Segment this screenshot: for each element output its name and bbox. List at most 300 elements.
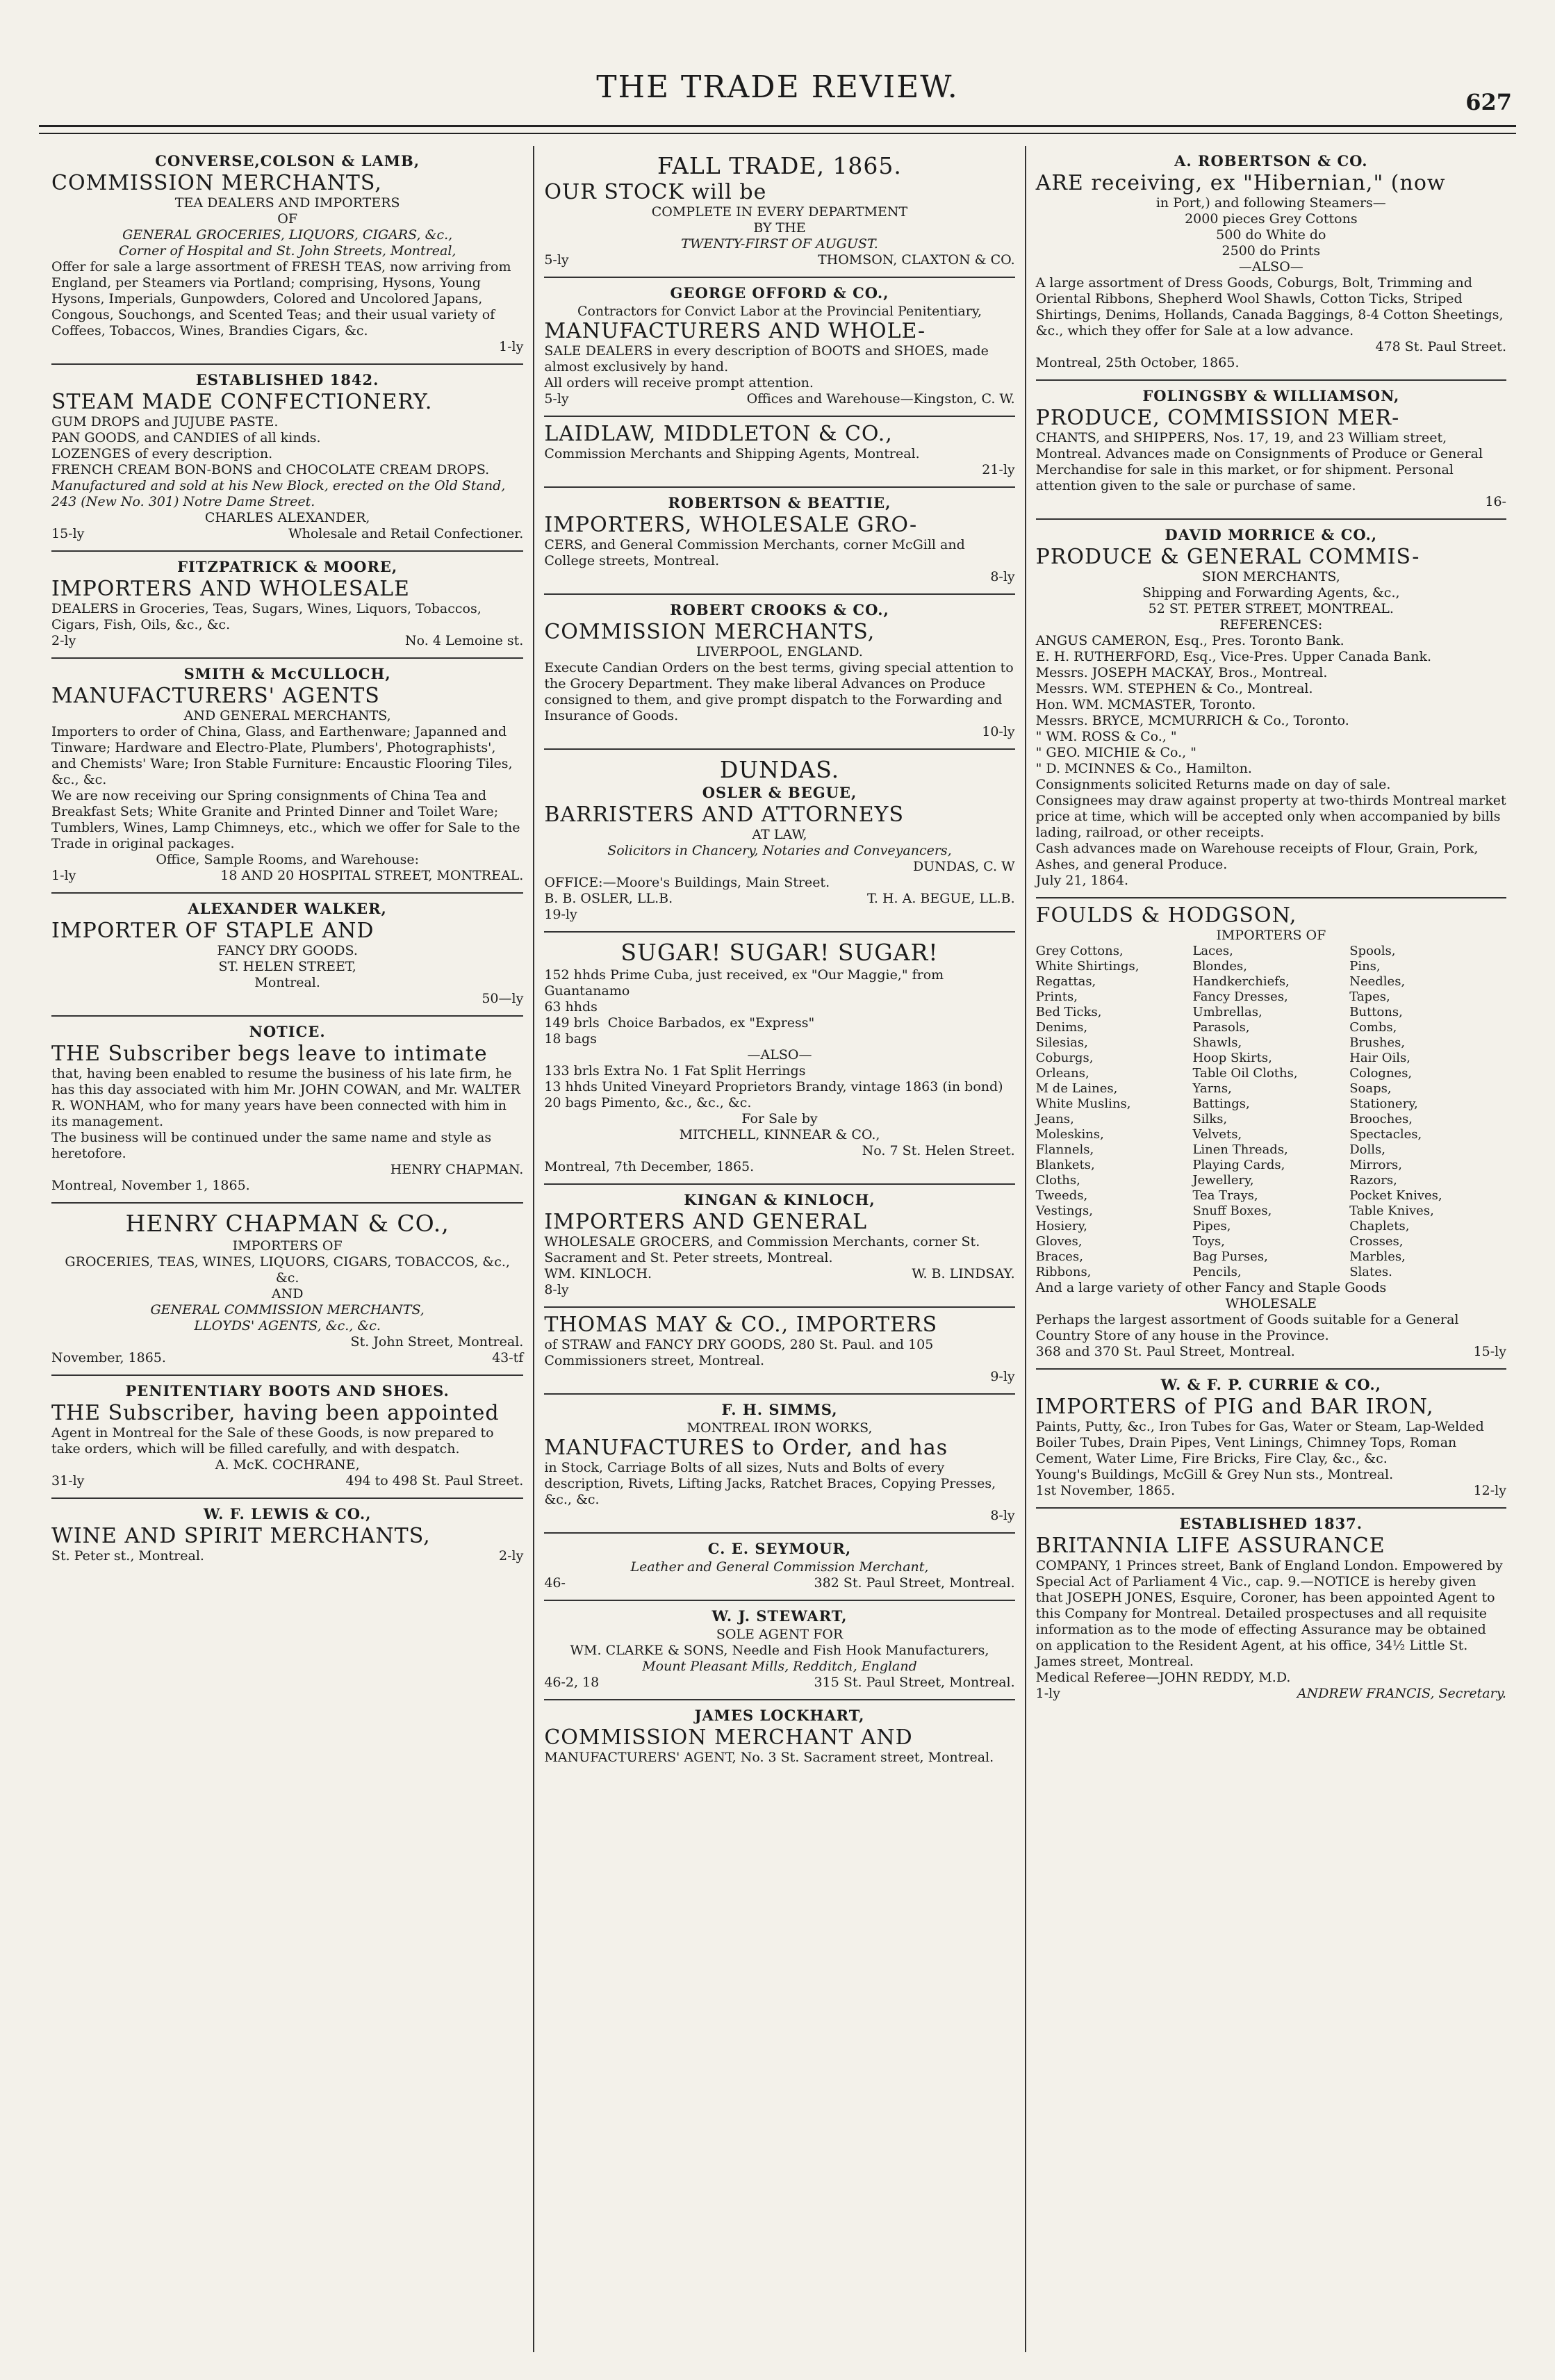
ad-line: 2000 pieces Grey Cottons [1185,211,1358,227]
ad-meta [544,391,1014,407]
list-item: Jeans, [1035,1112,1074,1126]
ad-name: MITCHELL, KINNEAR & CO., [679,1127,880,1142]
ad-street: ST. HELEN STREET, [218,959,356,974]
list-item: Grey Cottons, [1035,944,1124,958]
list-item: Jewellery, [1192,1173,1254,1188]
ad-code: 16- [1485,494,1506,509]
ad-heading: PENITENTIARY BOOTS AND SHOES. [125,1382,450,1400]
ad-code: 2-ly [51,633,76,648]
list-item: Battings, [1192,1097,1250,1111]
list-item: Handkerchiefs, [1192,974,1290,989]
ad-reference: " GEO. MICHIE & Co., " [1035,745,1196,760]
ad-title: IMPORTERS AND WHOLESALE [51,577,410,601]
ad-osler [544,750,1014,933]
ad-line: FRENCH CREAM BON-BONS and CHOCOLATE CREAM DROPS. [51,462,490,477]
ad-walker [51,894,523,1017]
ad-title: PRODUCE, COMMISSION MER- [1035,406,1400,430]
ad-date: November, 1865. [51,1350,166,1365]
list-item: Chaplets, [1349,1219,1410,1233]
ad-qty: 18 bags [544,1031,597,1047]
ad-code: 1-ly [51,868,76,883]
ad-sub: LIVERPOOL, ENGLAND. [696,644,863,659]
ad-code: 12-ly [1473,1483,1506,1498]
ad-heading: OSLER & BEGUE, [702,784,857,801]
ad-body: Cash advances made on Warehouse receipts of Flour, Grain, Pork, Ashes, and general Produce. [1035,841,1479,872]
ad-heading: W. & F. P. CURRIE & CO., [1160,1376,1381,1393]
ad-code: 5-ly [544,252,569,268]
ad-date: Montreal, November 1, 1865. [51,1178,250,1193]
header-rule [39,125,1516,134]
list-item: Pins, [1349,959,1381,974]
ad-meta [51,1350,523,1366]
ad-title: HENRY CHAPMAN & CO., [125,1210,450,1237]
list-item: Pocket Knives, [1349,1188,1442,1203]
ad-laidlaw [544,417,1014,488]
ad-line: Shipping and Forwarding Agents, &c., [1142,585,1400,600]
ad-title: COMMISSION MERCHANTS, [51,171,382,195]
list-item: Slates. [1349,1265,1392,1279]
ad-line: And a large variety of other Fancy and Staple Goods [1035,1280,1387,1295]
ad-heading: CONVERSE,COLSON & LAMB, [155,152,420,170]
ad-line: 52 ST. PETER STREET, MONTREAL. [1148,601,1394,616]
ad-body: Importers to order of China, Glass, and Earthenware; Japanned and Tinware; Hardware and Electro-Plate, Plumbers', Photographists', and Chemists' Ware; Iron Stable Furniture: Encaustic Flooring Tiles, &c., &c. [51,724,513,787]
columns [42,146,1516,2352]
ad-title: THE Subscriber begs leave to intimate [51,1042,488,1066]
ad-line: 13 hhds United Vineyard Proprietors Brandy, vintage 1863 (in bond) [544,1079,1003,1094]
ad-date: Montreal, 25th October, 1865. [1035,355,1240,370]
list-item: Soaps, [1349,1081,1392,1096]
ad-robertson-beattie [544,488,1014,595]
ad-code: 1-ly [499,339,524,354]
ad-morrice [1036,520,1506,898]
ad-of: OF [277,211,298,227]
ad-code: 8-ly [990,569,1015,584]
ad-code: 46- [544,1575,566,1591]
ad-address: 478 St. Paul Street. [1375,339,1506,354]
list-item: Braces, [1035,1249,1083,1264]
ad-seymour [544,1534,1014,1601]
column-2 [533,146,1024,2352]
ad-stewart [544,1601,1014,1700]
ad-body: that, having been enabled to resume the business of his late firm, he has this day associated with him Mr. JOHN COWAN, and Mr. WALTER R. WONHAM, who for many years have been connected with him in its management. [51,1066,520,1129]
list-item: White Shirtings, [1035,959,1139,974]
column-3 [1025,146,1516,2352]
list-item: Table Oil Cloths, [1192,1066,1298,1081]
ad-britannia [1036,1509,1506,1710]
ad-line: GENERAL COMMISSION MERCHANTS, [150,1302,425,1318]
ad-heading: F. H. SIMMS, [721,1401,838,1418]
ad-body: Agent in Montreal for the Sale of these Goods, is now prepared to take orders, which will be filled carefully, and with despatch. [51,1425,494,1456]
list-item: Needles, [1349,974,1406,989]
ad-heading: FITZPATRICK & MOORE, [177,558,398,575]
ad-sub: MONTREAL IRON WORKS, [686,1420,873,1436]
ad-body: SALE DEALERS in every description of BOOTS and SHOES, made almost exclusively by hand. [544,343,989,375]
ad-currie [1036,1370,1506,1509]
list-item: Coburgs, [1035,1051,1094,1065]
ad-line: AND [271,1286,304,1302]
ad-sub: AND GENERAL MERCHANTS, [183,708,391,723]
ad-name: WM. KINLOCH. [544,1266,652,1281]
list-item: Combs, [1349,1020,1397,1035]
list-item: Hair Oils, [1349,1051,1410,1065]
ad-line: 2500 do Prints [1221,243,1321,258]
ad-sub: AT LAW, [752,827,807,842]
ad-heading: ESTABLISHED 1842. [195,371,379,388]
ad-section: DUNDAS. [719,756,840,783]
ad-penitentiary [51,1376,523,1499]
ad-body: All orders will receive prompt attention. [544,375,814,391]
list-item: Yarns, [1192,1081,1232,1096]
ad-reference: Hon. WM. MCMASTER, Toronto. [1035,697,1256,712]
ad-heading: SMITH & McCULLOCH, [183,665,391,682]
list-item: Tweeds, [1035,1188,1088,1203]
ad-meta [544,1575,1014,1591]
list-item: Mirrors, [1349,1158,1403,1172]
ad-sub: IMPORTERS OF [1216,928,1326,943]
ad-title: WINE AND SPIRIT MERCHANTS, [51,1524,431,1548]
list-item: Playing Cards, [1192,1158,1285,1172]
ad-simms [544,1395,1014,1534]
ad-body: Perhaps the largest assortment of Goods suitable for a General Country Store of any house in the Province. [1035,1312,1459,1343]
ad-body: of STRAW and FANCY DRY GOODS, 280 St. Paul. and 105 Commissioners street, Montreal. [544,1337,934,1368]
ad-address: Offices and Warehouse—Kingston, C. W. [746,391,1015,407]
ad-line: COMPLETE IN EVERY DEPARTMENT [651,204,908,220]
ad-kingan [544,1185,1014,1308]
ad-title: OUR STOCK will be [544,180,767,204]
ad-folingsby [1036,381,1506,520]
ad-body: Execute Candian Orders on the best terms, giving special attention to the Grocery Department. They make liberal Advances on Produce consigned to them, and give prompt dispatch to the Forwarding and Insurance of Goods. [544,660,1014,723]
ad-title: FOULDS & HODGSON, [1035,903,1297,928]
ad-line: WM. CLARKE & SONS, Needle and Fish Hook Manufacturers, [570,1643,989,1658]
ad-meta [51,1548,523,1564]
ad-body: The business will be continued under the same name and style as heretofore. [51,1130,492,1161]
ad-title: MANUFACTURERS' AGENTS [51,684,380,708]
list-item: Fancy Dresses, [1192,990,1288,1004]
ad-code: 2-ly [499,1548,524,1564]
ad-reference: E. H. RUTHERFORD, Esq., Vice-Pres. Upper Canada Bank. [1035,649,1432,664]
ad-reference: Messrs. WM. STEPHEN & Co., Montreal. [1035,681,1313,696]
list-item: Brushes, [1349,1035,1406,1050]
list-item: Colognes, [1349,1066,1413,1081]
ad-body: MANUFACTURERS' AGENT, No. 3 St. Sacrament street, Montreal. [544,1750,994,1765]
goods-col-1 [1036,944,1193,1280]
ad-also: —ALSO— [747,1047,812,1062]
ad-office: Office, Sample Rooms, and Warehouse: [156,852,419,867]
ad-line: GROCERIES, TEAS, WINES, LIQUORS, CIGARS, TOBACCOS, &c., &c. [65,1254,510,1286]
ad-body: WHOLESALE GROCERS, and Commission Merchants, corner St. Sacrament and St. Peter streets, Montreal. [544,1234,980,1265]
ad-meta [1036,1483,1506,1499]
ad-line: SOLE AGENT FOR [716,1627,844,1642]
ad-title: BRITANNIA LIFE ASSURANCE [1035,1534,1385,1558]
ad-line: Solicitors in Chancery, Notaries and Conveyancers, [607,843,952,858]
ad-address: St. John Street, Montreal. [350,1334,524,1349]
ad-code: 10-ly [982,724,1015,739]
ad-offord [544,278,1014,417]
ad-meta [544,252,1014,268]
ad-line: BY THE [753,220,806,236]
ad-body: A large assortment of Dress Goods, Coburgs, Bolt, Trimming and Oriental Ribbons, Shepherd Wool Shawls, Cotton Ticks, Striped Shirtings, Denims, Hollands, Canada Baggings, 8-4 Cotton Sheetings, &c., which they offer for Sale at a low advance. [1035,275,1504,338]
list-item: Umbrellas, [1192,1005,1262,1019]
ad-converse [51,146,523,365]
ad-meta [1036,1686,1506,1702]
ad-reference: " D. MCINNES & Co., Hamilton. [1035,761,1252,776]
ad-body: We are now receiving our Spring consignments of China Tea and Breakfast Sets; White Granite and Printed Dinner and Toilet Ware; Tumblers, Wines, Lamp Chimneys, etc., which we offer for Sale to the Trade in original packages. [51,788,520,851]
ad-title: STEAM MADE CONFECTIONERY. [51,390,433,414]
ad-code: 1-ly [1035,1686,1060,1701]
ad-line: LLOYDS' AGENTS, &c., &c. [194,1318,381,1333]
list-item: Snuff Boxes, [1192,1204,1272,1218]
ad-heading: ROBERTSON & BEATTIE, [668,494,891,511]
list-item: Tea Trays, [1192,1188,1258,1203]
ad-heading: DAVID MORRICE & CO., [1165,526,1378,543]
ad-lewis [51,1499,523,1573]
ad-line: Contractors for Convict Labor at the Provincial Penitentiary, [577,304,982,319]
list-item: Spools, [1349,944,1396,958]
ad-title: SUGAR! SUGAR! SUGAR! [620,939,939,966]
ad-heading: ALEXANDER WALKER, [188,900,387,917]
ad-title: COMMISSION MERCHANT AND [544,1725,913,1750]
ad-line: PAN GOODS, and CANDIES of all kinds. [51,430,321,445]
ad-code: 43-tf [492,1350,524,1365]
ad-quantities [544,999,599,1047]
list-item: Laces, [1192,944,1233,958]
ad-heading: C. E. SEYMOUR, [707,1540,852,1557]
ad-title: MANUFACTURES to Order, and has [544,1436,948,1460]
ad-city: Montreal. [254,975,320,990]
ad-meta [1036,1344,1506,1360]
list-item: Denims, [1035,1020,1088,1035]
list-item: Gloves, [1035,1234,1083,1249]
ad-line: WHOLESALE [1225,1296,1317,1311]
ad-line: LOZENGES of every description. [51,446,273,461]
list-item: Regattas, [1035,974,1096,989]
ad-meta [51,633,523,649]
page-title: THE TRADE REVIEW. [596,69,959,105]
ad-code: 46-2, 18 [544,1675,600,1690]
ad-title: THOMAS MAY & CO., IMPORTERS [544,1313,938,1337]
list-item: Blankets, [1035,1158,1095,1172]
ad-heading: KINGAN & KINLOCH, [684,1191,875,1208]
ad-reference: ANGUS CAMERON, Esq., Pres. Toronto Bank. [1035,633,1344,648]
ad-line: 20 bags Pimento, &c., &c., &c. [544,1095,752,1110]
ad-line: Corner of Hospital and St. John Streets, Montreal, [118,243,456,258]
ad-address: 382 St. Paul Street, Montreal. [814,1575,1015,1591]
ad-also: —ALSO— [1238,259,1303,274]
ad-title: IMPORTERS AND GENERAL [544,1210,868,1234]
ad-notice [51,1017,523,1204]
ad-date: July 21, 1864. [1035,873,1129,888]
ad-may [544,1308,1014,1395]
ad-line: GUM DROPS and JUJUBE PASTE. [51,414,279,429]
ad-reference: Messrs. JOSEPH MACKAY, Bros., Montreal. [1035,665,1328,680]
ad-meta [544,1675,1014,1691]
goods-col-2 [1192,944,1349,1280]
ad-address: 494 to 498 St. Paul Street. [345,1473,524,1488]
list-item: Silks, [1192,1112,1228,1126]
ad-title: IMPORTERS of PIG and BAR IRON, [1035,1395,1434,1419]
ad-fitzpatrick [51,552,523,659]
ad-robertson [1036,146,1506,381]
ad-code: 8-ly [544,1282,569,1297]
ad-title: COMMISSION MERCHANTS, [544,620,875,644]
ad-meta [51,868,523,884]
ad-chapman [51,1204,523,1376]
list-item: White Muslins, [1035,1097,1131,1111]
list-item: Blondes, [1192,959,1247,974]
ad-heading: JAMES LOCKHART, [694,1707,865,1724]
list-item: Razors, [1349,1173,1397,1188]
ad-body: DEALERS in Groceries, Teas, Sugars, Wines, Liquors, Tobaccos, Cigars, Fish, Oils, &c., &c. [51,601,482,632]
ad-title: IMPORTERS, WHOLESALE GRO- [544,513,918,537]
list-item: Hoop Skirts, [1192,1051,1272,1065]
ad-body: Consignees may draw against property at two-thirds Montreal market price at time, which will be accepted only when accompanied by bills lading, railroad, or other receipts. [1035,793,1506,840]
list-item: Toys, [1192,1234,1226,1249]
ad-heading: FOLINGSBY & WILLIAMSON, [1142,387,1400,404]
list-item: Silesias, [1035,1035,1088,1050]
ad-name: T. H. A. BEGUE, LL.B. [867,891,1015,906]
list-item: Flannels, [1035,1142,1094,1157]
ad-address: Young's Buildings, McGill & Grey Nun sts., Montreal. [1035,1467,1394,1482]
ad-heading: FALL TRADE, 1865. [657,152,902,179]
ad-heading: NOTICE. [249,1023,326,1040]
ad-heading: GEORGE OFFORD & CO., [670,284,889,302]
ad-line: Mount Pleasant Mills, Redditch, England [642,1659,917,1674]
ad-sub: SION MERCHANTS, [1201,569,1340,584]
ad-line: 133 brls Extra No. 1 Fat Split Herrings [544,1063,806,1078]
ad-references-title: REFERENCES: [1219,617,1323,632]
list-item: Moleskins, [1035,1127,1104,1142]
ad-code: 31-ly [51,1473,85,1488]
ad-name: W. B. LINDSAY. [912,1266,1015,1281]
list-item: Bed Ticks, [1035,1005,1102,1019]
ad-line: DUNDAS, C. W [912,859,1015,874]
ad-foulds [1036,898,1506,1370]
list-item: Dolls, [1349,1142,1385,1157]
ad-line: 500 do White do [1216,227,1326,243]
ad-fall-trade [544,146,1014,278]
ad-body: Commission Merchants and Shipping Agents, Montreal. [544,446,920,461]
ad-title: THE Subscriber, having been appointed [51,1401,500,1425]
list-item: Linen Threads, [1192,1142,1288,1157]
ad-barbados [544,999,1014,1047]
ad-name: B. B. OSLER, LL.B. [544,891,673,906]
ad-reference: Messrs. BRYCE, MCMURRICH & Co., Toronto. [1035,713,1349,728]
ad-lockhart [544,1700,1014,1774]
ad-date: 1st November, 1865. [1035,1483,1176,1498]
ad-body: COMPANY, 1 Princes street, Bank of England London. Empowered by Special Act of Parliament 4 Vic., cap. 9.—NOTICE is hereby given that JOSEPH JONES, Esquire, Coroner, has been appointed Agent to this Company for Montreal. Detailed prospectuses and all requisite information as to the mode of effecting Assurance may be obtained on application to the Resident Agent, at his office, 34½ Little St. James street, Montreal. [1035,1558,1503,1669]
ad-line: For Sale by [741,1111,818,1126]
ad-line: GENERAL GROCERIES, LIQUORS, CIGARS, &c., [122,227,453,243]
list-item: Spectacles, [1349,1127,1422,1142]
ad-meta [544,1266,1014,1282]
ad-meta [51,1473,523,1489]
page-number: 627 [1465,89,1512,115]
ad-line: OFFICE:—Moore's Buildings, Main Street. [544,875,830,890]
ad-heading: A. ROBERTSON & CO. [1174,152,1368,170]
ad-heading: ROBERT CROOKS & CO., [670,601,889,618]
ad-address: 368 and 370 St. Paul Street, Montreal. [1035,1344,1295,1359]
ad-code: 8-ly [990,1508,1015,1523]
ad-title: ARE receiving, ex "Hibernian," (now [1035,171,1446,195]
ad-body: Consignments solicited Returns made on day of sale. [1035,777,1391,792]
ad-body: CHANTS, and SHIPPERS, Nos. 17, 19, and 23 William street, Montreal. Advances made on Consignments of Produce or General Merchandise for sale in this market, or for shipment. Personal attention given to the sale or purchase of same. [1035,430,1483,493]
ad-qty: 149 brls [544,1015,600,1031]
ad-body: Offer for sale a large assortment of FRESH TEAS, now arriving from England, per Steamers via Portland; comprising, Hysons, Young Hysons, Imperials, Gunpowders, Colored and Uncolored Japans, Congous, Souchongs, and Scented Teas; and their usual variety of Coffees, Tobaccos, Wines, Brandies Cigars, &c. [51,259,511,338]
ad-name: ANDREW FRANCIS, Secretary. [1297,1686,1506,1701]
goods-col-3 [1349,944,1506,1280]
ad-name: HENRY CHAPMAN. [390,1162,524,1177]
list-item: Table Knives, [1349,1204,1434,1218]
list-item: Shawls, [1192,1035,1242,1050]
ad-address: St. Peter st., Montreal. [51,1548,204,1564]
ad-title: BARRISTERS AND ATTORNEYS [544,803,904,827]
ad-title: LAIDLAW, MIDDLETON & CO., [544,422,893,446]
ad-name: A. McK. COCHRANE, [215,1457,360,1472]
ad-address: No. 7 St. Helen Street. [862,1143,1015,1158]
ad-meta [51,526,523,542]
ad-note: Manufactured and sold at his New Block, erected on the Old Stand, 243 (New No. 301) Notre Dame Street. [51,478,506,509]
list-item: Bag Purses, [1192,1249,1268,1264]
ad-code: 5-ly [544,391,569,407]
ad-code: 21-ly [982,462,1015,477]
ad-smith [51,659,523,894]
list-item: Brooches, [1349,1112,1413,1126]
list-item: Prints, [1035,990,1078,1004]
ad-body: CERS, and General Commission Merchants, corner McGill and College streets, Montreal. [544,537,965,568]
masthead [39,0,1516,115]
list-item: Tapes, [1349,990,1390,1004]
ad-address: No. 4 Lemoine st. [405,633,524,648]
ad-heading: W. J. STEWART, [711,1607,848,1625]
ad-line: Choice Barbados, ex "Express" [607,1015,815,1031]
ad-body: in Stock, Carriage Bolts of all sizes, Nuts and Bolts of every description, Rivets, Lifting Jacks, Ratchet Braces, Copying Presses, &c., &c. [544,1460,996,1507]
ad-qty: 63 hhds [544,999,598,1015]
list-item: Buttons, [1349,1005,1403,1019]
ad-code: 9-ly [990,1369,1015,1384]
list-item: Cloths, [1035,1173,1080,1188]
ad-sub: FANCY DRY GOODS. [217,943,358,958]
ad-code: 15-ly [1473,1344,1506,1359]
list-item: Marbles, [1349,1249,1406,1264]
ad-meta [544,891,1014,907]
list-item: Pencils, [1192,1265,1242,1279]
ad-line: 152 hhds Prime Cuba, just received, ex "Our Maggie," from Guantanamo [544,967,944,999]
ad-trade: Wholesale and Retail Confectioner. [288,526,524,541]
ad-line: IMPORTERS OF [232,1238,343,1254]
column-1 [42,146,533,2352]
ad-sugar [544,933,1014,1185]
ad-code: 15-ly [51,526,85,541]
list-item: Orleans, [1035,1066,1089,1081]
ad-code: 50—ly [482,991,524,1006]
ad-confectionery [51,365,523,552]
ad-name: THOMSON, CLAXTON & CO. [817,252,1015,268]
list-item: Crosses, [1349,1234,1404,1249]
list-item: Parasols, [1192,1020,1250,1035]
ad-address: 315 St. Paul Street, Montreal. [814,1675,1015,1690]
ad-title: MANUFACTURERS AND WHOLE- [544,319,926,343]
list-item: M de Laines, [1035,1081,1118,1096]
list-item: Stationery, [1349,1097,1418,1111]
ad-body: Paints, Putty, &c., Iron Tubes for Gas, Water or Steam, Lap-Welded Boiler Tubes, Drain Pipes, Vent Linings, Chimney Tops, Roman Cement, Water Lime, Fire Bricks, Fire Clay, &c., &c. [1035,1419,1484,1466]
ad-goods-list [1036,944,1506,1280]
ad-heading: W. F. LEWIS & CO., [203,1505,372,1523]
list-item: Ribbons, [1035,1265,1092,1279]
ad-line: TWENTY-FIRST OF AUGUST. [681,236,878,252]
ad-line: Medical Referee—JOHN REDDY, M.D. [1035,1670,1291,1685]
ad-sub: TEA DEALERS AND IMPORTERS [174,195,400,211]
ad-date: Montreal, 7th December, 1865. [544,1159,755,1174]
